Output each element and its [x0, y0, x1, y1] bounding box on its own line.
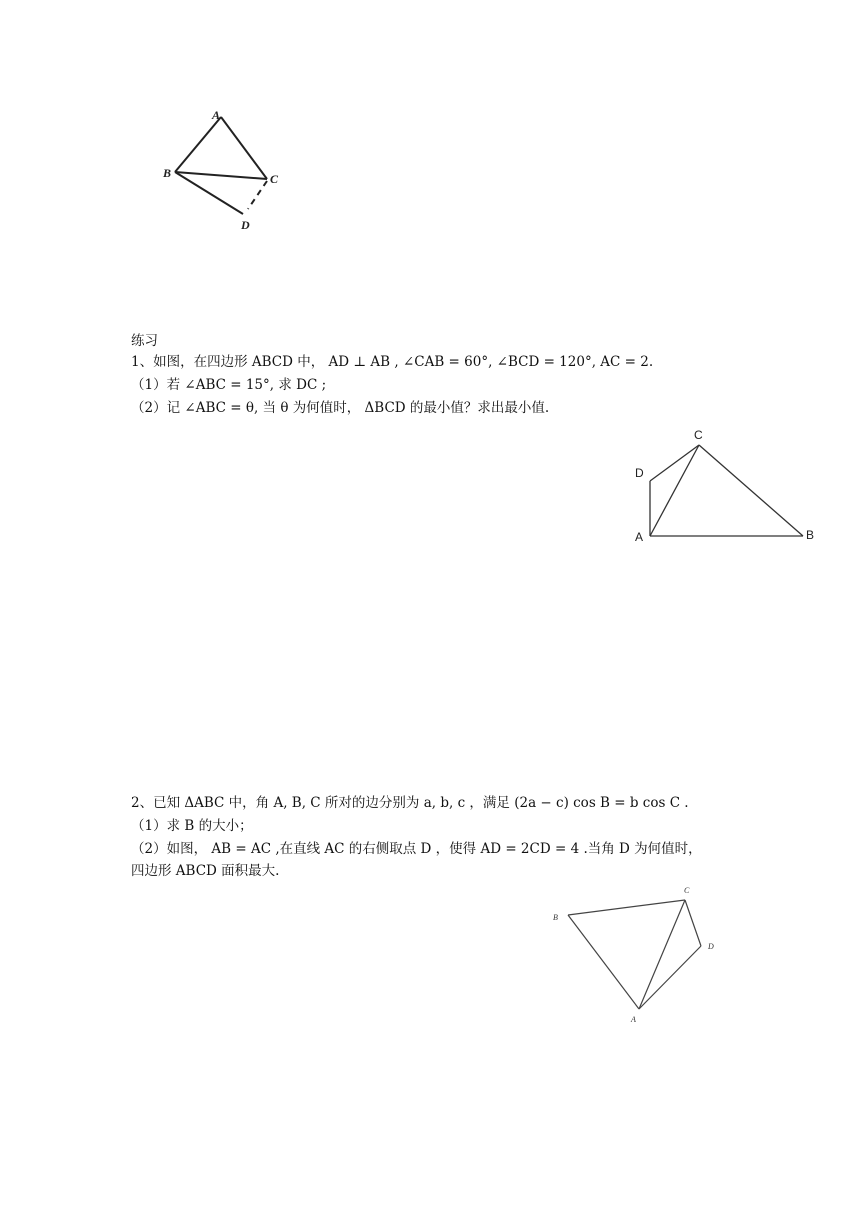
- figure-2-svg: [625, 420, 825, 550]
- problem-1-part-1: （1）若 ∠ABC = 15°, 求 DC ;: [131, 377, 327, 393]
- segment-ad: [639, 946, 701, 1009]
- segment-cd: [248, 181, 267, 209]
- problem-1-stem: 1、如图，在四边形 ABCD 中， AD ⊥ AB , ∠CAB = 60°, ∠BCD = 120°, AC = 2.: [131, 354, 654, 370]
- label-b: B: [163, 166, 172, 180]
- figure-3-svg: [545, 880, 735, 1025]
- segment-ac: [650, 445, 699, 536]
- label-d: D: [241, 218, 250, 232]
- figure-3: [545, 880, 735, 1025]
- section-title: 练习: [131, 333, 158, 349]
- problem-2-part-2-line-1: （2）如图， AB = AC ,在直线 AC 的右侧取点 D ，使得 AD = 2CD = 4 .当角 D 为何值时，: [131, 841, 702, 857]
- segment-bd: [175, 172, 243, 214]
- problem-2-part-2-line-2: 四边形 ABCD 面积最大.: [131, 863, 280, 879]
- segment-cd: [685, 900, 701, 946]
- label-c: C: [694, 428, 703, 442]
- segment-ab: [175, 117, 221, 172]
- label-a: A: [635, 530, 644, 544]
- segment-ac: [221, 117, 267, 179]
- segment-bc: [175, 172, 267, 179]
- label-b: B: [553, 913, 558, 922]
- segment-ab: [568, 915, 639, 1009]
- label-d: D: [635, 466, 644, 480]
- problem-1-part-2: （2）记 ∠ABC = θ, 当 θ 为何值时， ΔBCD 的最小值？求出最小值.: [131, 400, 550, 416]
- segment-ac: [639, 900, 685, 1009]
- problem-2-part-1: （1）求 B 的大小；: [131, 818, 253, 834]
- label-a: A: [631, 1015, 636, 1024]
- label-c: C: [270, 172, 279, 186]
- segment-bc: [699, 445, 803, 536]
- figure-1-svg: [155, 100, 295, 240]
- segment-bc: [568, 900, 685, 915]
- label-a: A: [212, 108, 221, 122]
- figure-1: [155, 100, 295, 240]
- problem-2-stem: 2、已知 ΔABC 中，角 A, B, C 所对的边分别为 a, b, c ，满足 (2a − c) cos B = b cos C .: [131, 795, 689, 811]
- segment-cd: [650, 445, 699, 481]
- label-b: B: [806, 528, 815, 542]
- figure-2: [625, 420, 825, 550]
- label-c: C: [684, 886, 690, 895]
- label-d: D: [708, 942, 714, 951]
